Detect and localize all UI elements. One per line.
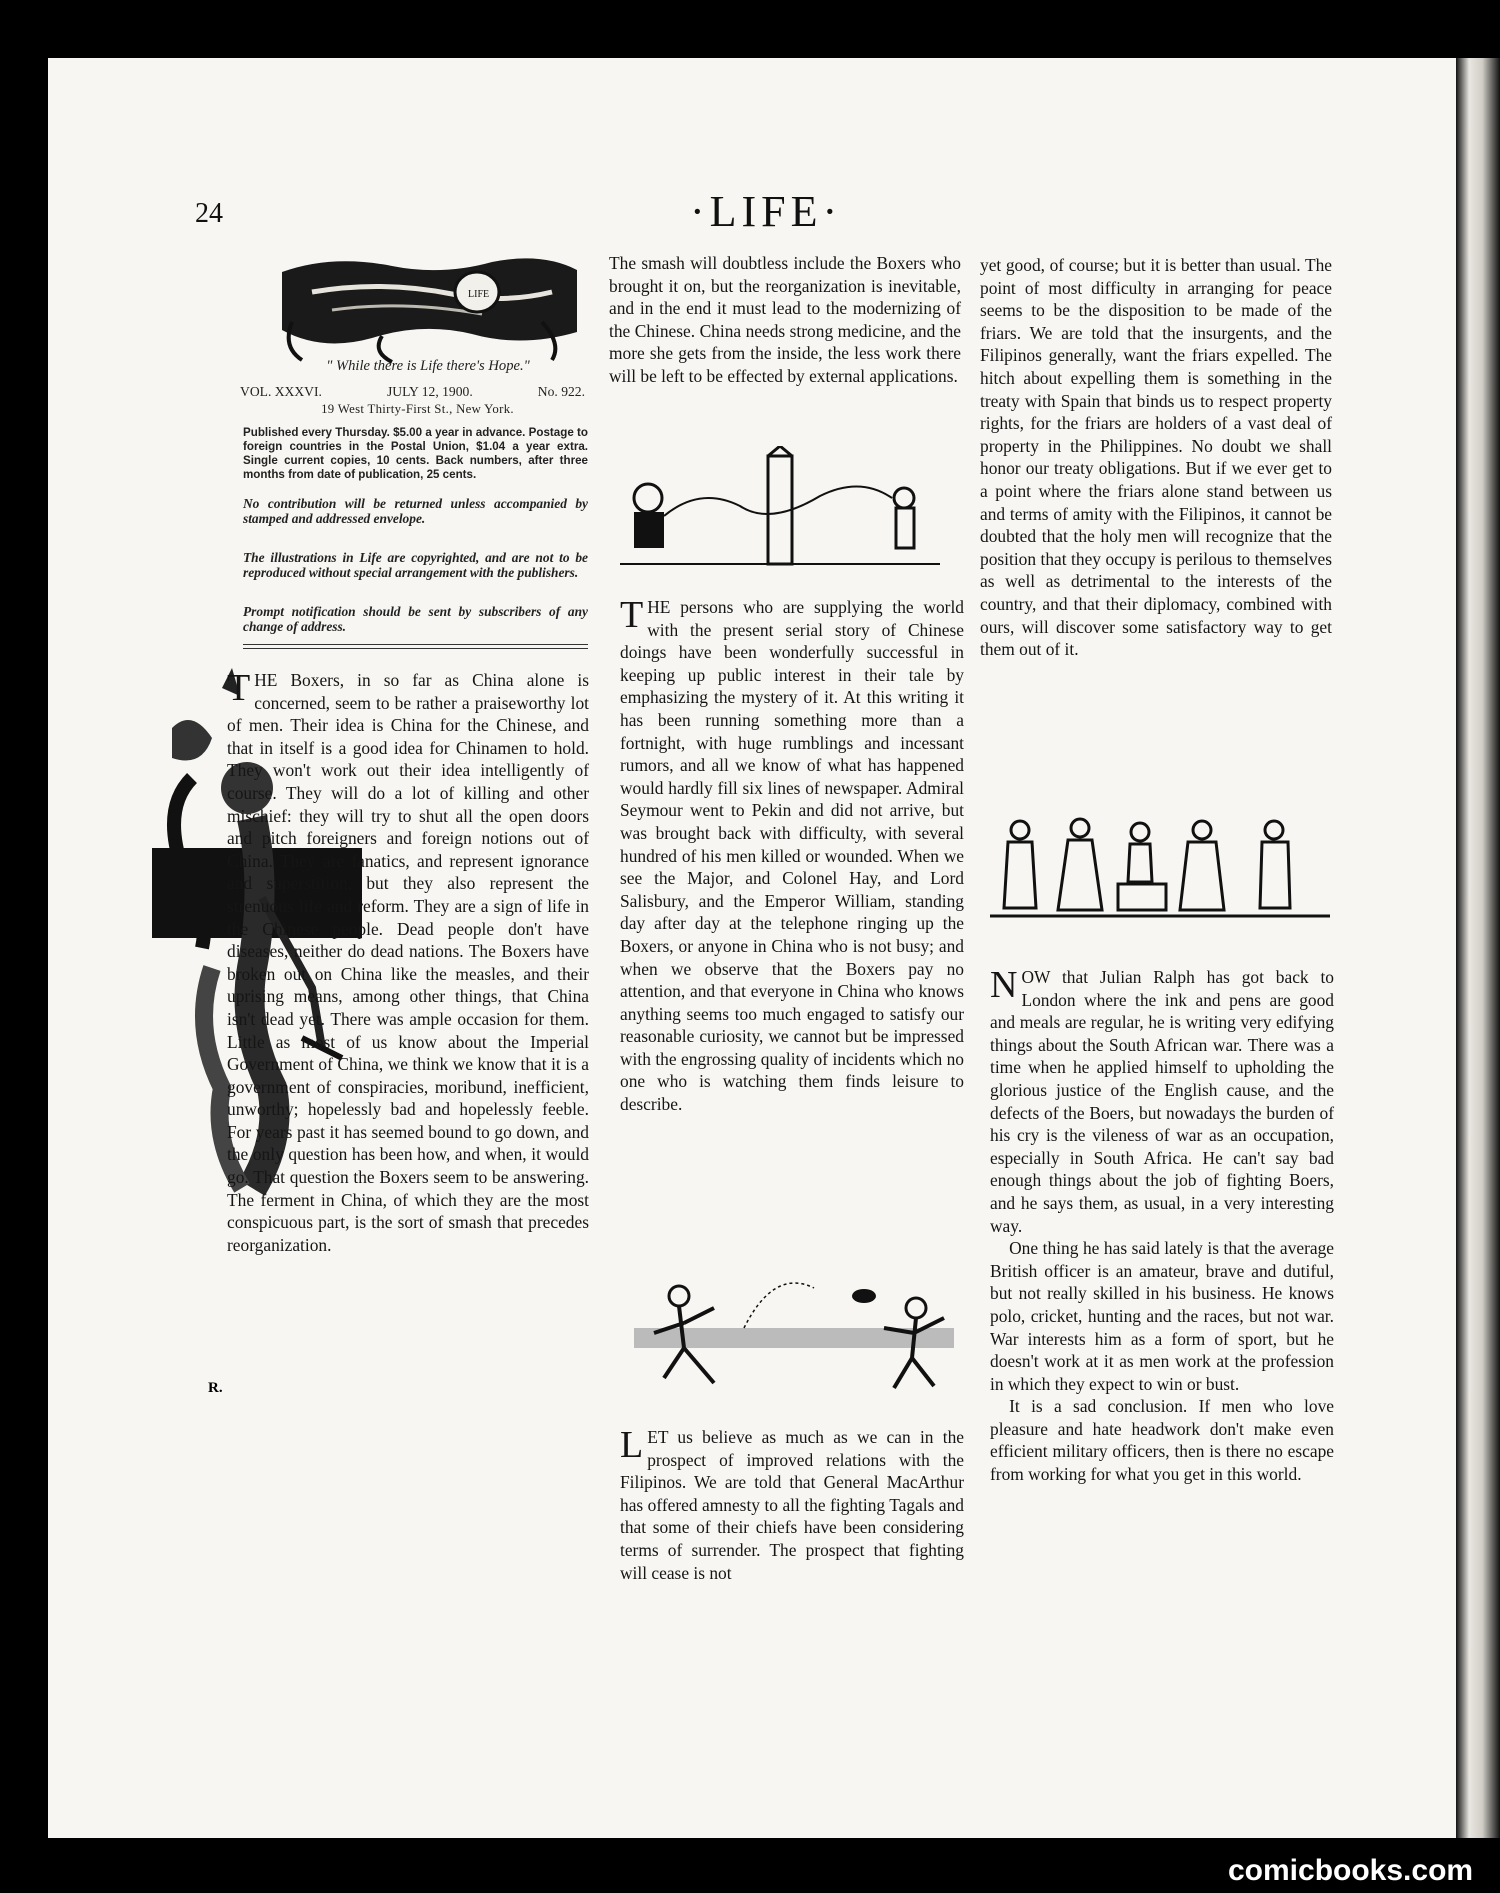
- subscription-notice: Published every Thursday. $5.00 a year in advance. Postage to foreign countries in the Postal Union, $1.04 a year extra. Single current copies, 10 cents. Back numbers, after three months from date of publication, 25 cents.: [243, 426, 588, 481]
- volume-line: [240, 384, 585, 400]
- dropcap: T: [620, 594, 644, 636]
- divider-rule: [243, 648, 588, 649]
- page-number: 24: [195, 198, 223, 229]
- article-body: OW that Julian Ralph has got back to London where the ink and pens are good and meals are regular, he is writing very edifying things about the South African war. There was a time when he applied himself to upholding the glorious justice of the English cause, and the defects of the Boers, but nowadays the burden of his cry is the vileness of war as an occupation, especially in South Africa. He can't say bad enough things about the job of fighting Boers, and he says them, as usual, in a very interesting way.: [990, 967, 1334, 1236]
- article-julian-ralph: [990, 966, 1334, 1486]
- illustration-signature: R.: [208, 1380, 223, 1396]
- next-page-edge: [1456, 58, 1500, 1838]
- article-body: yet good, of course; but it is better than usual. The point of most difficulty in arranging for peace seems to be the disposition to be made of the friars. We are told that the insurgents, and the Filipinos generally, want the friars expelled. The hitch about expelling them is something in the treaty with Spain that binds us to respect property rights, for the friars are holders of a vast deal of property in the Philippines. No doubt we shall honor our treaty obligations. But if we ever get to a point where the friars alone stand between us and terms of amity with the Filipinos, it cannot be doubted that the holy men will recognize that the position that they occupy is perilous to themselves as well as detrimental to the interests of the country, and that their diplomacy, combined with ours, will discover some satisfactory way to get them out of it.: [980, 255, 1332, 660]
- dropcap: T: [227, 667, 251, 709]
- watermark: comicbooks.com: [1228, 1854, 1474, 1887]
- article-body: HE persons who are supplying the world with the present serial story of Chinese doings have been wonderfully successful in keeping up public interest in their tale by emphasizing the mystery of it. At this writing it has been running something more than a fortnight, with huge rumblings and incessant rumors, and all we know of what has happened would hardly fill six lines of newspaper. Admiral Seymour went to Pekin and did not arrive, but was brought back with difficulty, with several hundred of his men killed or wounded. When we see the Major, and Colonel Hay, and Lord Salisbury, and the Emperor William, standing day after day at the telephone ringing up the Boxers, or anyone in China who is not busy; and when we observe that the Boxers pay no attention, and that everyone in China who knows anything seems too much engaged to satisfy our reasonable curiosity, we cannot but be impressed with the engrossing quality of incidents which no one who is watching them finds leisure to describe.: [620, 597, 964, 1115]
- article-filipinos: [620, 1426, 964, 1584]
- article-boxers-continuation: [609, 252, 961, 388]
- running-figures-cartoon: [624, 1268, 966, 1398]
- article-paragraph: It is a sad conclusion. If men who love pleasure and hate headwork don't make even efficient military officers, then is there no escape from working for what you get in this world.: [990, 1396, 1334, 1485]
- tagline: " While there is Life there's Hope.": [326, 358, 530, 374]
- article-filipinos-continuation: [980, 254, 1332, 661]
- address-change-notice: Prompt notification should be sent by subscribers of any change of address.: [243, 604, 588, 634]
- issue-number: No. 922.: [537, 384, 585, 399]
- monument-cartoon: [620, 446, 940, 576]
- article-body: ET us believe as much as we can in the prospect of improved relations with the Filipinos. We are told that General MacArthur has offered amnesty to all the fighting Tagals and that some of their chiefs have been considering terms of surrender. The prospect that fighting will cease is not: [620, 1427, 964, 1583]
- publisher-address: 19 West Thirty-First St., New York.: [321, 402, 514, 416]
- masthead-title: ·LIFE·: [690, 187, 843, 236]
- article-serial: [620, 596, 964, 1116]
- dropcap: N: [990, 964, 1018, 1006]
- volume: VOL. XXXVI.: [240, 384, 322, 399]
- dropcap: L: [620, 1424, 644, 1466]
- masthead-illustration: [272, 252, 582, 364]
- article-paragraph: One thing he has said lately is that the average British officer is an amateur, brave and dutiful, but not really skilled in his business. He knows polo, cricket, hunting and the races, but not war. War interests him as a form of sport, but he doesn't work at it as men work at the profession in which they expect to win or bust.: [990, 1238, 1334, 1394]
- article-body: HE Boxers, in so far as China alone is concerned, seem to be rather a praiseworthy lot of men. Their idea is China for the Chinese, and that in itself is a good idea for Chinamen to hold. They won't work out their idea intelligently of course. They will do a lot of killing and other mischief: they will try to shut all the open doors and pitch foreigners and foreign notions out of China. They are fanatics, and represent ignorance and superstition, but they also represent the strenuous life and reform. They are a sign of life in the Chinese people. Dead people don't have diseases, neither do dead nations. The Boxers have broken out on China like the measles, and their uprising means, among other things, that China isn't dead yet. There was ample occasion for them. Little as most of us know about the Imperial Government of China, we think we know that it is a government of conspiracies, moribund, inefficient, unworthy; hopelessly bad and hopelessly feeble. For years past it has seemed bound to go down, and the only question has been how, and when, it would go. That question the Boxers seem to be answering. The ferment in China, of which they are the most conspicuous part, is the sort of smash that precedes reorganization.: [227, 670, 589, 1255]
- article-body: The smash will doubtless include the Boxers who brought it on, but the reorganization is inevitable, and in the end it must lead to the modernizing of the Chinese. China needs strong medicine, and the more she gets from the inside, the less work there will be left to be effected by external applications.: [609, 253, 961, 386]
- friars-cartoon: [990, 812, 1330, 930]
- article-boxers: [227, 669, 589, 1256]
- divider-rule: [243, 644, 588, 645]
- contribution-notice: No contribution will be returned unless accompanied by stamped and addressed envelope.: [243, 496, 588, 526]
- svg-text:LIFE: LIFE: [468, 289, 490, 300]
- copyright-notice: The illustrations in Life are copyrighted, and are not to be reproduced without special arrangement with the publishers.: [243, 550, 588, 580]
- issue-date: JULY 12, 1900.: [386, 384, 473, 399]
